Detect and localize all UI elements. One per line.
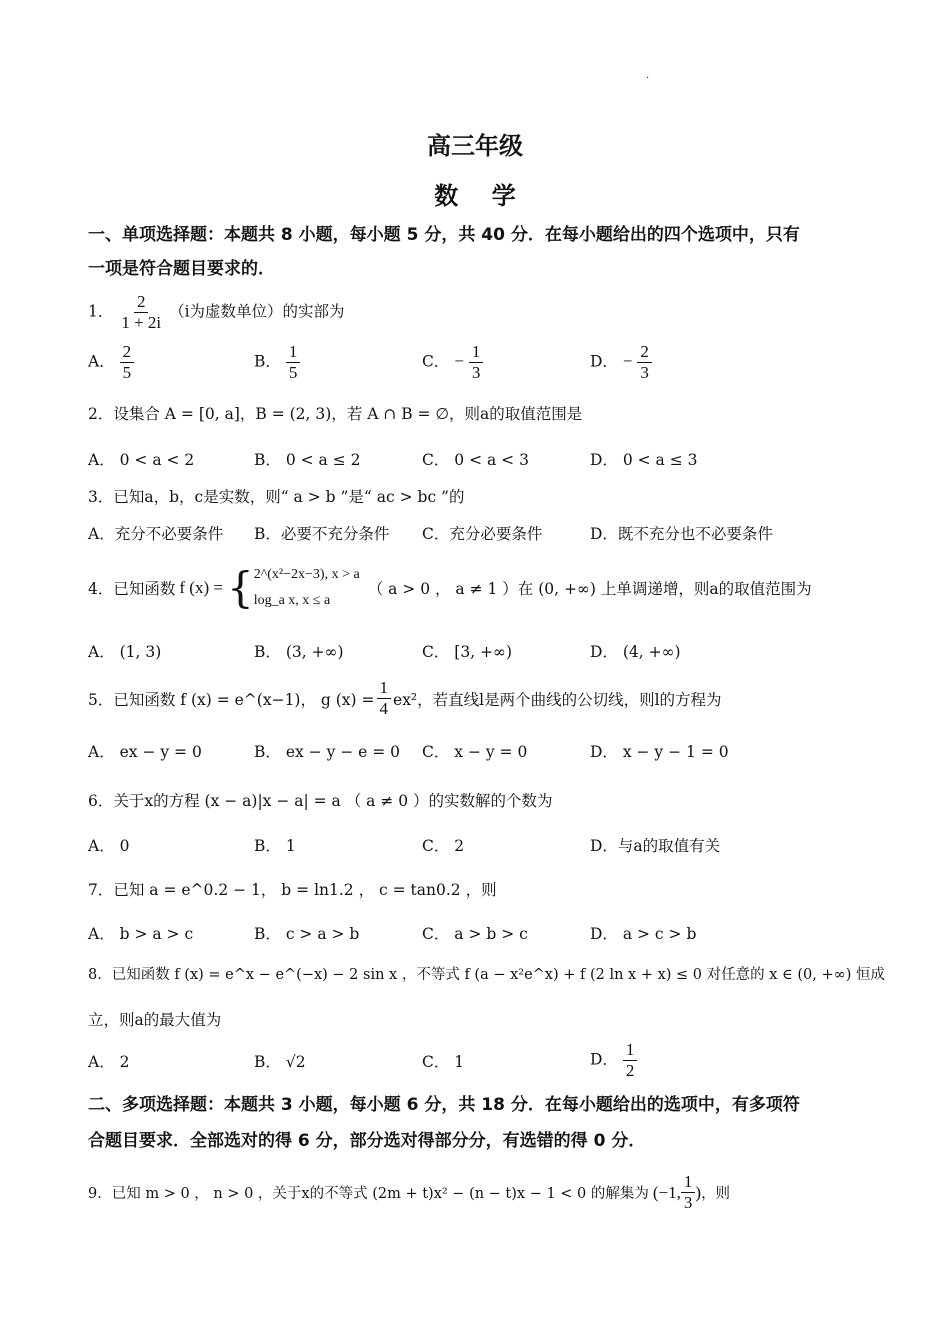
question-5 bbox=[88, 678, 722, 719]
q2-option-a[interactable]: A． 0 < a < 2 bbox=[88, 451, 195, 469]
section2-heading-line1: 二、多项选择题：本题共 3 小题，每小题 6 分，共 18 分．在每小题给出的选项中，有多项符 bbox=[88, 1095, 800, 1115]
q5-fraction bbox=[377, 678, 392, 719]
section1-heading-line2: 一项是符合题目要求的． bbox=[88, 259, 275, 279]
q6-option-b[interactable]: B． 1 bbox=[254, 837, 296, 855]
option-den: 3 bbox=[640, 363, 649, 382]
q4-fx: f (x) = bbox=[179, 578, 223, 597]
question-8-line1: 8．已知函数 f (x) = e^x − e^(−x) − 2 sin x ，不等式 f (a − x²e^x) + f (2 ln x + x) ≤ 0 对任意的 x ∈ (0, +∞) 恒成 bbox=[88, 967, 885, 983]
page-title: 高三年级 bbox=[427, 132, 523, 160]
header-dot: . bbox=[646, 70, 650, 81]
q1-text: （i为虚数单位）的实部为 bbox=[169, 302, 345, 321]
option-den: 3 bbox=[471, 363, 481, 382]
q1-number: 1． bbox=[88, 302, 114, 321]
option-label: C． bbox=[422, 352, 450, 371]
q8-option-b[interactable]: B． √2 bbox=[254, 1053, 306, 1071]
q3-option-b[interactable]: B．必要不充分条件 bbox=[254, 525, 390, 543]
option-label: D． bbox=[590, 1050, 618, 1069]
q1-option-c[interactable] bbox=[422, 342, 483, 383]
question-3: 3．已知a，b，c是实数，则“ a > b ”是“ ac > bc ”的 bbox=[88, 488, 465, 506]
q4-case2: log_a x, x ≤ a bbox=[253, 593, 331, 608]
q5-suffix: ex²，若直线l是两个曲线的公切线，则l的方程为 bbox=[393, 690, 722, 709]
q4-option-a[interactable]: A． (1, 3) bbox=[88, 643, 162, 661]
q5-option-b[interactable]: B． ex − y − e = 0 bbox=[254, 743, 401, 761]
option-fraction bbox=[623, 1040, 638, 1081]
page-subject: 数 学 bbox=[434, 182, 516, 210]
q8-option-c[interactable]: C． 1 bbox=[422, 1053, 465, 1071]
q5-prefix: 5．已知函数 f (x) = e^(x−1)， g (x) = bbox=[88, 690, 375, 709]
q9-fraction bbox=[681, 1172, 696, 1213]
q5-frac-den: 4 bbox=[379, 699, 389, 718]
option-den: 5 bbox=[122, 363, 132, 382]
q1-frac-den: 1 + 2i bbox=[121, 313, 162, 332]
q9-interval-left: (−1, bbox=[652, 1182, 681, 1202]
q9-suffix: ，则 bbox=[701, 1186, 731, 1202]
q5-option-c[interactable]: C． x − y = 0 bbox=[422, 743, 528, 761]
q3-option-d[interactable]: D．既不充分也不必要条件 bbox=[590, 525, 773, 543]
option-sign: − bbox=[454, 351, 464, 371]
question-1 bbox=[88, 292, 345, 333]
q4-option-c[interactable]: C． [3, +∞) bbox=[422, 643, 512, 661]
option-den: 2 bbox=[625, 1061, 635, 1080]
q6-option-d[interactable]: D．与a的取值有关 bbox=[590, 837, 721, 855]
q5-option-d[interactable]: D． x − y − 1 = 0 bbox=[590, 743, 729, 761]
q7-option-a[interactable]: A． b > a > c bbox=[88, 925, 194, 943]
section2-heading-line2: 合题目要求．全部选对的得 6 分，部分选对得部分分，有选错的得 0 分． bbox=[88, 1131, 646, 1151]
q2-option-b[interactable]: B． 0 < a ≤ 2 bbox=[254, 451, 361, 469]
q4-prefix: 4．已知函数 bbox=[88, 580, 176, 598]
option-fraction bbox=[120, 342, 135, 383]
q9-prefix: 9．已知 m > 0 ， n > 0 ，关于x的不等式 (2m + t)x² − (n − t)x − 1 < 0 的解集为 bbox=[88, 1186, 649, 1202]
option-num: 2 bbox=[120, 342, 135, 363]
q1-option-a[interactable] bbox=[88, 342, 134, 383]
section1-heading-line1: 一、单项选择题：本题共 8 小题，每小题 5 分，共 40 分．在每小题给出的四个选项中，只有 bbox=[88, 225, 800, 245]
question-9 bbox=[88, 1172, 730, 1213]
q1-option-d[interactable] bbox=[590, 342, 652, 383]
option-label: B． bbox=[254, 352, 281, 371]
option-label: A． bbox=[88, 352, 115, 371]
q2-option-d[interactable]: D． 0 < a ≤ 3 bbox=[590, 451, 698, 469]
q4-cases bbox=[254, 562, 360, 614]
q6-option-c[interactable]: C． 2 bbox=[422, 837, 465, 855]
q8-option-a[interactable]: A． 2 bbox=[88, 1053, 130, 1071]
option-num: 1 bbox=[286, 342, 301, 363]
q7-option-c[interactable]: C． a > b > c bbox=[422, 925, 528, 943]
q1-option-b[interactable] bbox=[254, 342, 300, 383]
question-7: 7．已知 a = e^0.2 − 1， b = ln1.2 ， c = tan0.2 ，则 bbox=[88, 881, 497, 899]
q3-option-c[interactable]: C．充分必要条件 bbox=[422, 525, 543, 543]
question-8-line2: 立，则a的最大值为 bbox=[88, 1011, 222, 1029]
q7-option-d[interactable]: D． a > c > b bbox=[590, 925, 697, 943]
option-label: D． bbox=[590, 352, 618, 371]
q4-option-d[interactable]: D． (4, +∞) bbox=[590, 643, 681, 661]
q7-option-b[interactable]: B． c > a > b bbox=[254, 925, 360, 943]
q1-frac-num: 2 bbox=[134, 292, 149, 313]
question-2: 2．设集合 A = [0, a]，B = (2, 3)，若 A ∩ B = ∅，则a的取值范围是 bbox=[88, 405, 583, 423]
q4-brace: { bbox=[226, 563, 254, 612]
option-fraction bbox=[286, 342, 301, 383]
q4-option-b[interactable]: B． (3, +∞) bbox=[254, 643, 344, 661]
q9-frac-num: 1 bbox=[681, 1172, 696, 1193]
option-fraction bbox=[469, 342, 484, 383]
q9-interval-right: ) bbox=[695, 1182, 702, 1202]
option-num: 2 bbox=[637, 342, 652, 363]
q4-case1: 2^(x²−2x−3), x > a bbox=[253, 567, 360, 582]
q3-option-a[interactable]: A．充分不必要条件 bbox=[88, 525, 224, 543]
q5-option-a[interactable]: A． ex − y = 0 bbox=[88, 743, 202, 761]
q1-fraction bbox=[118, 292, 164, 333]
q8-option-d[interactable] bbox=[590, 1040, 637, 1081]
option-den: 5 bbox=[288, 363, 298, 382]
option-sign: − bbox=[622, 351, 633, 371]
option-fraction bbox=[637, 342, 652, 383]
q9-frac-den: 3 bbox=[683, 1193, 693, 1212]
question-4 bbox=[88, 562, 812, 614]
option-num: 1 bbox=[469, 342, 484, 363]
question-6: 6．关于x的方程 (x − a)|x − a| = a （ a ≠ 0 ）的实数解的个数为 bbox=[88, 792, 553, 810]
q2-option-c[interactable]: C． 0 < a < 3 bbox=[422, 451, 529, 469]
option-num: 1 bbox=[623, 1040, 638, 1061]
q4-suffix: （ a > 0 ， a ≠ 1 ）在 (0, +∞) 上单调递增，则a的取值范围为 bbox=[367, 580, 812, 598]
q6-option-a[interactable]: A． 0 bbox=[88, 837, 130, 855]
q5-frac-num: 1 bbox=[377, 678, 392, 699]
